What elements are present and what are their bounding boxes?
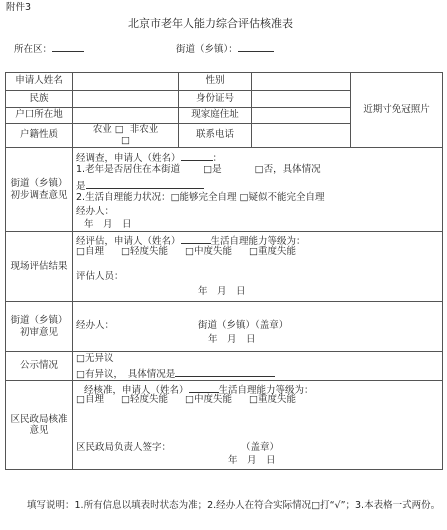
attachment-label: 附件3: [6, 2, 32, 13]
street-label: 街道（乡镇）：: [176, 44, 238, 55]
onsite-option-severe[interactable]: □重度失能: [249, 246, 297, 257]
onsite-block: [73, 232, 443, 302]
street-initial-agent: 经办人：: [76, 206, 115, 217]
onsite-name-blank[interactable]: [181, 234, 211, 244]
street-review-block: [73, 302, 443, 352]
district-review-label-cell: [6, 381, 73, 470]
form-title: 北京市老年人能力综合评估核准表: [128, 17, 293, 30]
street-review-seal: 街道（乡镇）（盖章）: [198, 320, 289, 331]
district-option-self[interactable]: □自理: [76, 394, 104, 405]
publicity-no-objection[interactable]: □无异议: [76, 353, 114, 364]
hukou-address-cell[interactable]: [73, 108, 179, 124]
onsite-option-mild[interactable]: □轻度失能: [121, 246, 168, 257]
district-review-name-blank[interactable]: [189, 383, 219, 393]
hukou-type-label: 户籍性质: [6, 124, 73, 148]
fill-instructions: 填写说明：1.所有信息以填表时状态为准；2.经办人在符合实际情况□打“√”；3.本表格一式两份。: [27, 500, 441, 511]
onsite-label-cell: [6, 232, 73, 302]
contact-phone-label: 联系电话: [179, 124, 252, 148]
onsite-date: 年 月 日: [198, 286, 246, 297]
photo-cell[interactable]: 近期寸免冠照片: [351, 73, 443, 148]
onsite-options: [76, 247, 296, 258]
q1-detail-blank[interactable]: [86, 179, 204, 189]
street-field: [176, 42, 274, 56]
publicity-detail-blank[interactable]: [175, 367, 275, 377]
hukou-type-options[interactable]: [73, 124, 179, 148]
applicant-name-blank[interactable]: [181, 151, 213, 161]
q1-text: 1.老年是否居住在本街道: [76, 164, 181, 175]
district-review-seal: （盖章）: [241, 442, 280, 453]
ethnicity-label: 民族: [6, 91, 73, 108]
onsite-assessor: 评估人员：: [76, 271, 124, 282]
street-initial-colon: ：: [212, 153, 223, 164]
street-initial-date: 年 月 日: [84, 219, 132, 230]
street-review-date: 年 月 日: [208, 334, 256, 345]
street-initial-text: 经调查，申请人（姓名）: [76, 153, 181, 164]
district-review-date: 年 月 日: [228, 455, 276, 466]
district-review-label: 区民政局核准意见: [10, 413, 68, 436]
onsite-label: 现场评估结果: [10, 260, 68, 272]
q1-cont-text: 是: [76, 181, 86, 192]
street-review-label-cell: [6, 302, 73, 352]
district-review-text-2: 生活自理能力等级为：: [218, 385, 314, 396]
street-initial-label: 街道（乡镇）初步调查意见: [10, 178, 68, 201]
district-option-severe[interactable]: □重度失能: [249, 394, 297, 405]
q1-no-checkbox[interactable]: □否，具体情况: [254, 164, 321, 175]
hukou-address-label: 户口所在地: [6, 108, 73, 124]
hukou-nonagri-option[interactable]: 非农业: [129, 124, 159, 136]
q1-cont-row: [76, 179, 204, 193]
applicant-name-label: 申请人姓名: [6, 73, 73, 91]
street-input-line[interactable]: [238, 42, 274, 52]
ethnicity-cell[interactable]: [73, 91, 179, 108]
district-option-moderate[interactable]: □中度失能: [185, 394, 233, 405]
street-initial-line1: [76, 151, 222, 165]
gender-cell[interactable]: [252, 73, 351, 91]
district-label: 所在区：: [14, 44, 53, 55]
street-review-label: 街道（乡镇）初审意见: [10, 315, 68, 338]
district-review-block: [73, 381, 443, 470]
assessment-form-table: [5, 72, 443, 470]
district-review-options: [76, 395, 296, 406]
q2-row[interactable]: 2.生活自理能力状况：□能够完全自理 □疑似不能完全自理: [76, 192, 325, 203]
onsite-option-moderate[interactable]: □中度失能: [185, 246, 233, 257]
street-initial-block: [73, 148, 443, 232]
publicity-label-cell: [6, 352, 73, 381]
publicity-block: [73, 352, 443, 381]
street-review-agent: 经办人：: [76, 320, 115, 331]
street-initial-label-cell: [6, 148, 73, 232]
onsite-option-self[interactable]: □自理: [76, 246, 104, 257]
district-field: [14, 42, 84, 56]
contact-phone-cell[interactable]: [252, 124, 351, 148]
publicity-objection-row: [76, 367, 275, 381]
district-review-text: 经核准，申请人（姓名）: [84, 385, 189, 396]
gender-label: 性别: [179, 73, 252, 91]
current-address-label: 现家庭住址: [179, 108, 252, 124]
applicant-name-cell[interactable]: [73, 73, 179, 91]
id-number-label: 身份证号: [179, 91, 252, 108]
onsite-text-2: 生活自理能力等级为：: [210, 236, 306, 247]
onsite-text: 经评估，申请人（姓名）: [76, 236, 181, 247]
q1-row: [76, 165, 321, 176]
hukou-agri-option[interactable]: 农业 □: [92, 124, 124, 136]
id-number-cell[interactable]: [252, 91, 351, 108]
district-input-line[interactable]: [52, 42, 84, 52]
q1-yes-checkbox[interactable]: □是: [203, 164, 222, 175]
current-address-cell[interactable]: [252, 108, 351, 124]
publicity-objection[interactable]: □有异议， 具体情况是: [76, 369, 176, 380]
district-option-mild[interactable]: □轻度失能: [121, 394, 168, 405]
hukou-nonagri-checkbox[interactable]: □: [121, 134, 130, 146]
district-review-signer: 区民政局负责人签字：: [76, 442, 172, 453]
publicity-label: 公示情况: [19, 360, 58, 372]
